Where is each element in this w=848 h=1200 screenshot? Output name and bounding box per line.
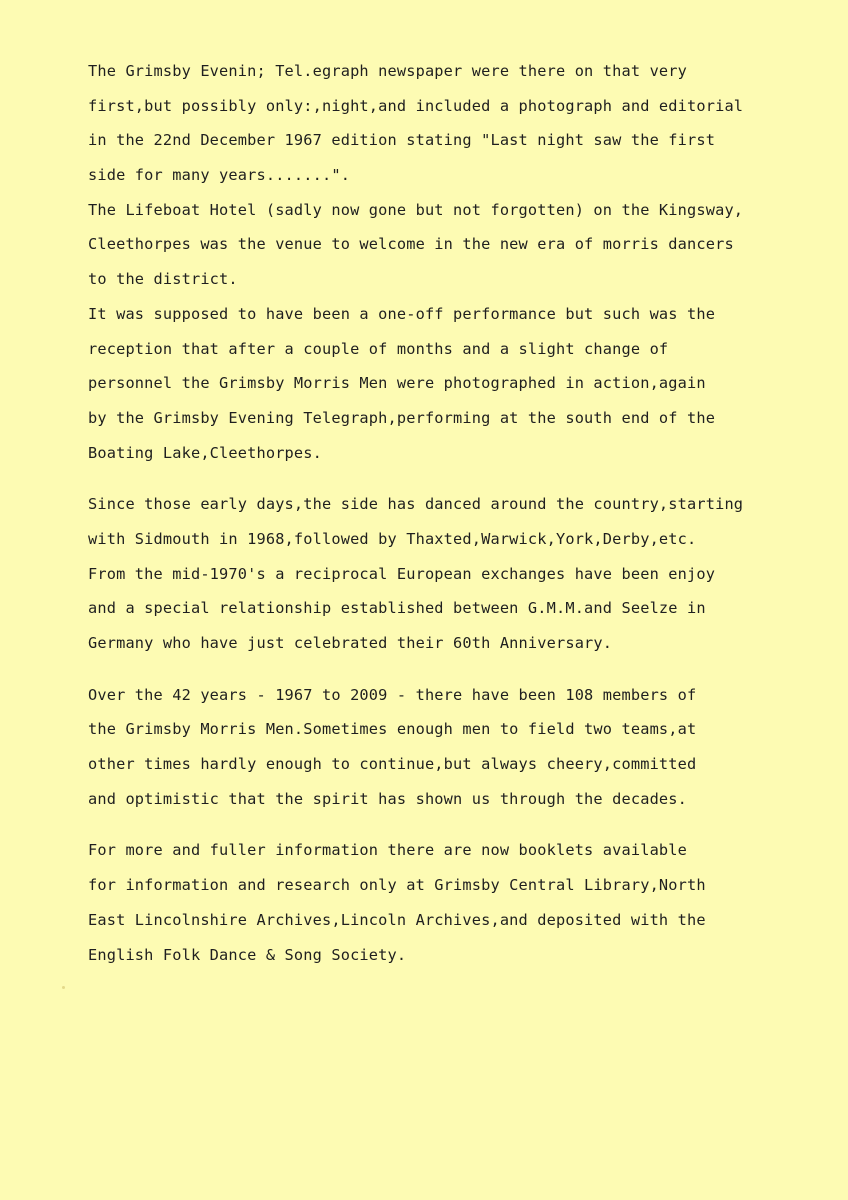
text-line: Since those early days,the side has danced around the country,starting xyxy=(88,495,744,514)
text-line: by the Grimsby Evening Telegraph,performing at the south end of the xyxy=(88,408,716,427)
text-line: to the district. xyxy=(88,270,238,289)
text-line: The Lifeboat Hotel (sadly now gone but not forgotten) on the Kingsway, xyxy=(88,200,744,219)
text-line: Over the 42 years - 1967 to 2009 - there have been 108 members of xyxy=(88,685,697,704)
text-line: From the mid-1970's a reciprocal European exchanges have been enjoy xyxy=(88,564,716,583)
document-body xyxy=(88,54,828,972)
text-line: personnel the Grimsby Morris Men were photographed in action,again xyxy=(88,374,706,393)
text-line: Cleethorpes was the venue to welcome in the new era of morris dancers xyxy=(88,235,734,254)
text-line: other times hardly enough to continue,but always cheery,committed xyxy=(88,755,697,774)
text-line: English Folk Dance & Song Society. xyxy=(88,945,407,964)
text-line: the Grimsby Morris Men.Sometimes enough men to field two teams,at xyxy=(88,720,697,739)
paragraph-members xyxy=(88,678,828,817)
text-line: for information and research only at Grimsby Central Library,North xyxy=(88,876,706,895)
text-line: with Sidmouth in 1968,followed by Thaxted,Warwick,York,Derby,etc. xyxy=(88,529,697,548)
text-line: and a special relationship established between G.M.M.and Seelze in xyxy=(88,599,706,618)
text-line: For more and fuller information there are now booklets available xyxy=(88,841,688,860)
paragraph-information xyxy=(88,833,828,972)
text-line: It was supposed to have been a one-off performance but such was the xyxy=(88,304,716,323)
text-line: The Grimsby Evenin; Tel.egraph newspaper were there on that very xyxy=(88,62,688,80)
paragraph-history xyxy=(88,54,828,470)
text-line: side for many years.......". xyxy=(88,166,351,185)
paragraph-gap xyxy=(88,816,828,833)
text-line: reception that after a couple of months and a slight change of xyxy=(88,339,669,358)
paragraph-travels xyxy=(88,487,828,660)
text-line: first,but possibly only:,night,and included a photograph and editorial xyxy=(88,96,744,115)
text-line: in the 22nd December 1967 edition stating "Last night saw the first xyxy=(88,131,716,150)
text-line: East Lincolnshire Archives,Lincoln Archives,and deposited with the xyxy=(88,910,706,929)
paper-speck xyxy=(62,986,65,989)
text-line: and optimistic that the spirit has shown us through the decades. xyxy=(88,789,688,808)
paragraph-gap xyxy=(88,470,828,487)
text-line: Boating Lake,Cleethorpes. xyxy=(88,443,322,462)
paragraph-gap xyxy=(88,661,828,678)
text-line: Germany who have just celebrated their 60th Anniversary. xyxy=(88,634,613,652)
